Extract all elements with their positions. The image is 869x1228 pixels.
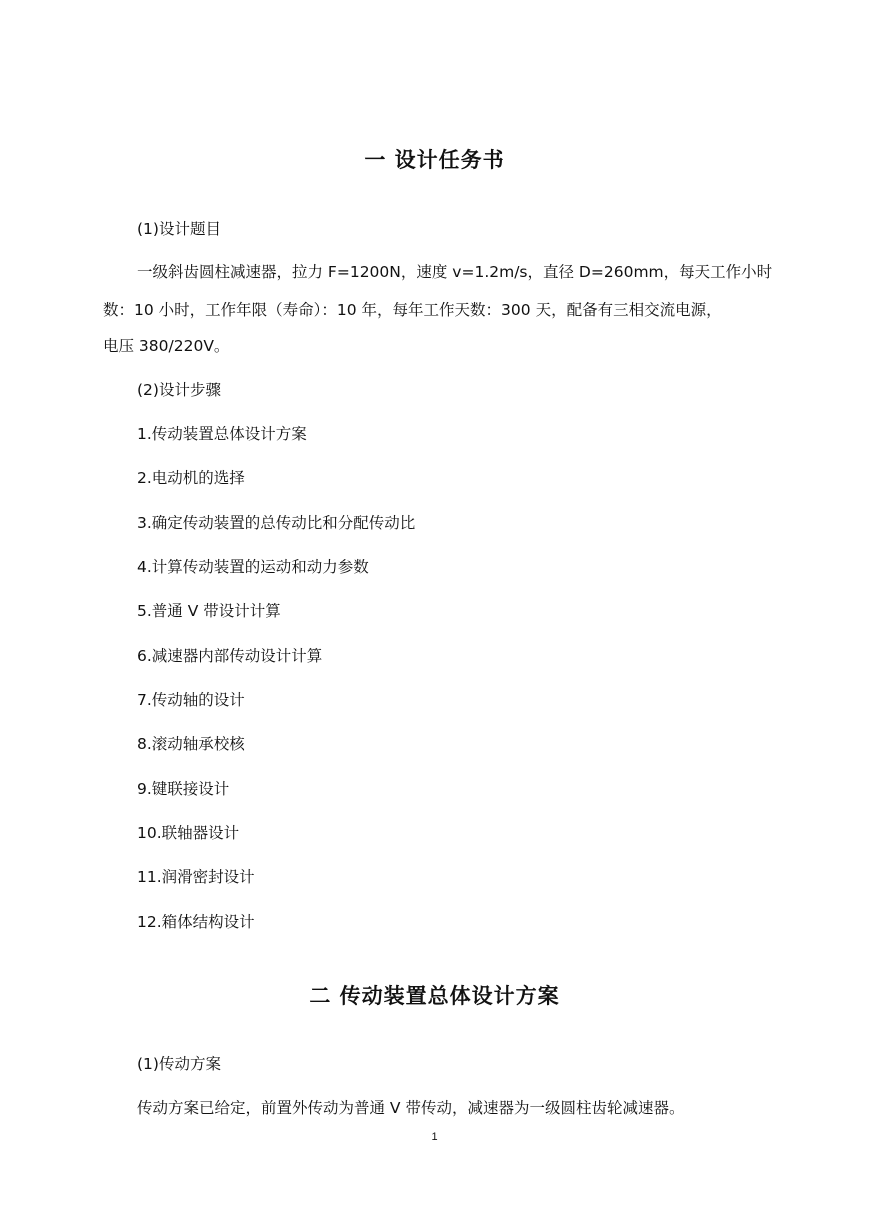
section-1-title: 一 设计任务书 (364, 148, 505, 172)
section-2-title: 二 传动装置总体设计方案 (309, 984, 560, 1008)
step-item: 3.确定传动装置的总传动比和分配传动比 (137, 514, 416, 532)
subheading-design-steps: (2)设计步骤 (137, 381, 221, 399)
subheading-transmission-scheme: (1)传动方案 (137, 1055, 221, 1073)
page-number: 1 (431, 1131, 438, 1143)
subheading-design-topic: (1)设计题目 (137, 220, 221, 238)
step-item: 1.传动装置总体设计方案 (137, 425, 307, 443)
paragraph-line: 一级斜齿圆柱减速器，拉力 F=1200N，速度 v=1.2m/s，直径 D=260mm，每天工作小时 (137, 263, 773, 281)
paragraph-line: 数：10 小时，工作年限（寿命）：10 年，每年工作天数：300 天，配备有三相交流电源， (103, 301, 722, 319)
step-item: 11.润滑密封设计 (137, 868, 255, 886)
step-item: 10.联轴器设计 (137, 824, 240, 842)
step-item: 4.计算传动装置的运动和动力参数 (137, 558, 369, 576)
step-item: 7.传动轴的设计 (137, 691, 245, 709)
step-item: 9.键联接设计 (137, 780, 230, 798)
step-item: 12.箱体结构设计 (137, 913, 255, 931)
step-item: 5.普通 V 带设计计算 (137, 602, 281, 620)
step-item: 8.滚动轴承校核 (137, 735, 245, 753)
paragraph-line: 传动方案已给定，前置外传动为普通 V 带传动，减速器为一级圆柱齿轮减速器。 (137, 1099, 685, 1117)
paragraph-line: 电压 380/220V。 (103, 337, 230, 355)
step-item: 2.电动机的选择 (137, 469, 245, 487)
step-item: 6.减速器内部传动设计计算 (137, 647, 323, 665)
